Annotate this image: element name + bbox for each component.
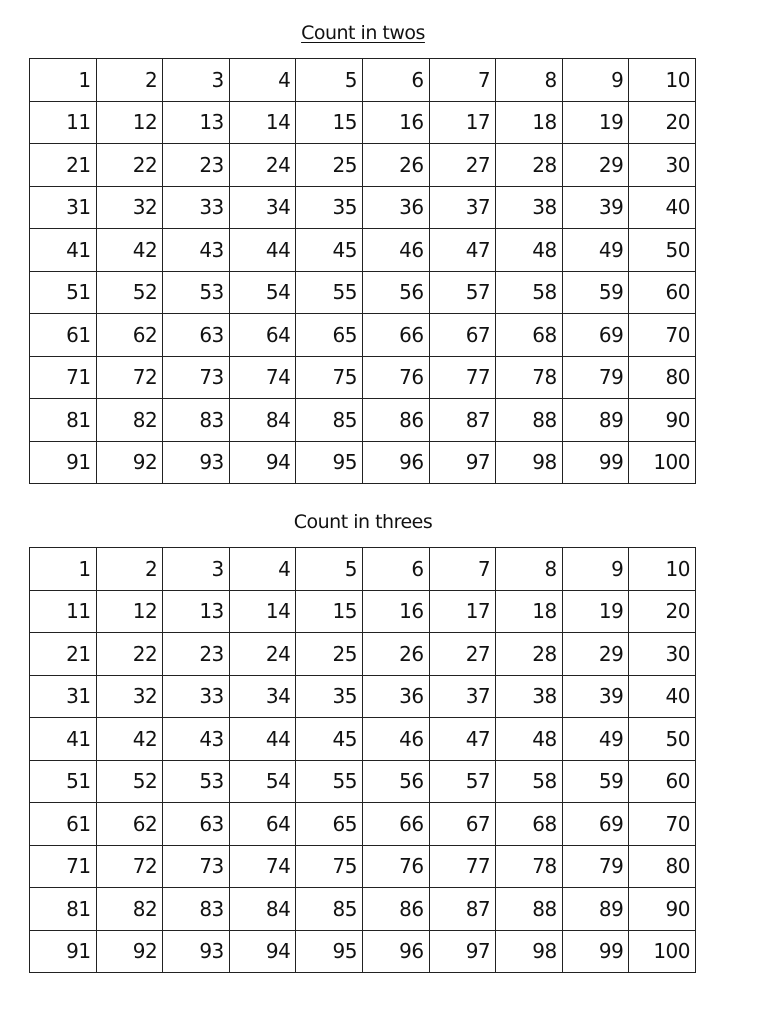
- grid-cell[interactable]: 85: [296, 399, 363, 442]
- grid-cell[interactable]: 31: [30, 186, 97, 229]
- grid-row: [30, 314, 696, 357]
- grid-cell[interactable]: 40: [629, 186, 696, 229]
- grid-row: [30, 930, 696, 973]
- grid-cell[interactable]: 22: [96, 144, 163, 187]
- grid-cell[interactable]: 24: [229, 633, 296, 676]
- grid-row: [30, 101, 696, 144]
- grid-row: [30, 399, 696, 442]
- grid-cell[interactable]: 65: [296, 803, 363, 846]
- grid-cell[interactable]: 26: [362, 633, 429, 676]
- grid-cell[interactable]: 96: [362, 441, 429, 484]
- grid-cell[interactable]: 75: [296, 845, 363, 888]
- grid-cell[interactable]: 7: [429, 59, 496, 102]
- grid-cell[interactable]: 82: [96, 888, 163, 931]
- grid-cell[interactable]: 56: [362, 271, 429, 314]
- grid-row: [30, 186, 696, 229]
- grid-cell[interactable]: 8: [496, 548, 563, 591]
- grid-cell[interactable]: 6: [362, 548, 429, 591]
- grid-cell[interactable]: 81: [30, 888, 97, 931]
- grid-cell[interactable]: 50: [629, 718, 696, 761]
- grid-cell[interactable]: 32: [96, 186, 163, 229]
- grid-cell[interactable]: 34: [229, 675, 296, 718]
- grid-row: [30, 718, 696, 761]
- grid-cell[interactable]: 61: [30, 314, 97, 357]
- grid-cell[interactable]: 86: [362, 888, 429, 931]
- grid-cell[interactable]: 64: [229, 314, 296, 357]
- grid-cell[interactable]: 98: [496, 441, 563, 484]
- grid-cell[interactable]: 52: [96, 760, 163, 803]
- grid-cell[interactable]: 12: [96, 101, 163, 144]
- grid-cell[interactable]: 73: [163, 356, 230, 399]
- grid-cell[interactable]: 50: [629, 229, 696, 272]
- grid-row: [30, 441, 696, 484]
- grid-cell[interactable]: 99: [562, 441, 629, 484]
- grid-cell[interactable]: 52: [96, 271, 163, 314]
- hundred-grid-twos: [29, 58, 696, 484]
- grid-cell[interactable]: 49: [562, 229, 629, 272]
- grid-cell[interactable]: 51: [30, 760, 97, 803]
- grid-cell[interactable]: 44: [229, 229, 296, 272]
- grid-cell[interactable]: 1: [30, 59, 97, 102]
- grid-cell[interactable]: 57: [429, 271, 496, 314]
- grid-cell[interactable]: 88: [496, 399, 563, 442]
- grid-cell[interactable]: 26: [362, 144, 429, 187]
- grid-cell[interactable]: 92: [96, 930, 163, 973]
- grid-cell[interactable]: 13: [163, 101, 230, 144]
- grid-cell[interactable]: 41: [30, 718, 97, 761]
- grid-cell[interactable]: 78: [496, 356, 563, 399]
- grid-cell[interactable]: 33: [163, 186, 230, 229]
- grid-cell[interactable]: 89: [562, 888, 629, 931]
- grid-cell[interactable]: 20: [629, 590, 696, 633]
- grid-cell[interactable]: 45: [296, 718, 363, 761]
- grid-cell[interactable]: 70: [629, 314, 696, 357]
- grid-cell[interactable]: 83: [163, 888, 230, 931]
- grid-cell[interactable]: 67: [429, 803, 496, 846]
- grid-cell[interactable]: 40: [629, 675, 696, 718]
- grid-cell[interactable]: 43: [163, 229, 230, 272]
- grid-cell[interactable]: 94: [229, 441, 296, 484]
- grid-cell[interactable]: 12: [96, 590, 163, 633]
- grid-cell[interactable]: 5: [296, 548, 363, 591]
- grid-cell[interactable]: 16: [362, 101, 429, 144]
- grid-cell[interactable]: 4: [229, 548, 296, 591]
- grid-cell[interactable]: 92: [96, 441, 163, 484]
- grid-cell[interactable]: 74: [229, 845, 296, 888]
- grid-cell[interactable]: 73: [163, 845, 230, 888]
- grid-cell[interactable]: 3: [163, 59, 230, 102]
- grid-cell[interactable]: 66: [362, 314, 429, 357]
- grid-cell[interactable]: 47: [429, 718, 496, 761]
- grid-cell[interactable]: 48: [496, 229, 563, 272]
- grid-cell[interactable]: 16: [362, 590, 429, 633]
- grid-cell[interactable]: 1: [30, 548, 97, 591]
- grid-cell[interactable]: 67: [429, 314, 496, 357]
- grid-cell[interactable]: 37: [429, 675, 496, 718]
- grid-cell[interactable]: 23: [163, 633, 230, 676]
- grid-cell[interactable]: 25: [296, 144, 363, 187]
- grid-cell[interactable]: 56: [362, 760, 429, 803]
- grid-cell[interactable]: 51: [30, 271, 97, 314]
- grid-cell[interactable]: 68: [496, 314, 563, 357]
- grid-cell[interactable]: 63: [163, 803, 230, 846]
- grid-cell[interactable]: 55: [296, 760, 363, 803]
- grid-cell[interactable]: 17: [429, 101, 496, 144]
- grid-cell[interactable]: 94: [229, 930, 296, 973]
- grid-cell[interactable]: 11: [30, 101, 97, 144]
- grid-cell[interactable]: 81: [30, 399, 97, 442]
- grid-row: [30, 888, 696, 931]
- grid-cell[interactable]: 76: [362, 845, 429, 888]
- grid-cell[interactable]: 60: [629, 760, 696, 803]
- grid-cell[interactable]: 80: [629, 356, 696, 399]
- grid-cell[interactable]: 45: [296, 229, 363, 272]
- grid-cell[interactable]: 41: [30, 229, 97, 272]
- grid-cell[interactable]: 38: [496, 675, 563, 718]
- grid-cell[interactable]: 74: [229, 356, 296, 399]
- grid-cell[interactable]: 79: [562, 356, 629, 399]
- grid-cell[interactable]: 96: [362, 930, 429, 973]
- grid-cell[interactable]: 28: [496, 633, 563, 676]
- grid-cell[interactable]: 72: [96, 356, 163, 399]
- grid-cell[interactable]: 21: [30, 144, 97, 187]
- grid-cell[interactable]: 35: [296, 675, 363, 718]
- grid-cell[interactable]: 58: [496, 760, 563, 803]
- grid-cell[interactable]: 91: [30, 441, 97, 484]
- grid-cell[interactable]: 18: [496, 590, 563, 633]
- grid-cell[interactable]: 91: [30, 930, 97, 973]
- grid-cell[interactable]: 61: [30, 803, 97, 846]
- grid-cell[interactable]: 100: [629, 441, 696, 484]
- grid-cell[interactable]: 30: [629, 633, 696, 676]
- grid-cell[interactable]: 11: [30, 590, 97, 633]
- grid-cell[interactable]: 24: [229, 144, 296, 187]
- grid-cell[interactable]: 37: [429, 186, 496, 229]
- grid-cell[interactable]: 29: [562, 633, 629, 676]
- grid-cell[interactable]: 95: [296, 930, 363, 973]
- grid-cell[interactable]: 42: [96, 229, 163, 272]
- grid-cell[interactable]: 2: [96, 548, 163, 591]
- grid-cell[interactable]: 9: [562, 59, 629, 102]
- grid-cell[interactable]: 95: [296, 441, 363, 484]
- grid-cell[interactable]: 72: [96, 845, 163, 888]
- grid-cell[interactable]: 100: [629, 930, 696, 973]
- grid-cell[interactable]: 83: [163, 399, 230, 442]
- grid-cell[interactable]: 89: [562, 399, 629, 442]
- grid-cell[interactable]: 28: [496, 144, 563, 187]
- grid-cell[interactable]: 53: [163, 271, 230, 314]
- grid-cell[interactable]: 39: [562, 675, 629, 718]
- grid-cell[interactable]: 22: [96, 633, 163, 676]
- grid-cell[interactable]: 80: [629, 845, 696, 888]
- grid-row: [30, 59, 696, 102]
- grid-cell[interactable]: 57: [429, 760, 496, 803]
- grid-cell[interactable]: 60: [629, 271, 696, 314]
- grid-cell[interactable]: 99: [562, 930, 629, 973]
- grid-cell[interactable]: 71: [30, 845, 97, 888]
- grid-cell[interactable]: 64: [229, 803, 296, 846]
- grid-cell[interactable]: 75: [296, 356, 363, 399]
- grid-cell[interactable]: 36: [362, 675, 429, 718]
- grid-row: [30, 229, 696, 272]
- grid-cell[interactable]: 65: [296, 314, 363, 357]
- grid-cell[interactable]: 71: [30, 356, 97, 399]
- grid-cell[interactable]: 85: [296, 888, 363, 931]
- grid-row: [30, 760, 696, 803]
- grid-row: [30, 548, 696, 591]
- grid-cell[interactable]: 38: [496, 186, 563, 229]
- grid-cell[interactable]: 98: [496, 930, 563, 973]
- grid-cell[interactable]: 13: [163, 590, 230, 633]
- grid-row: [30, 356, 696, 399]
- grid-cell[interactable]: 15: [296, 590, 363, 633]
- grid-cell[interactable]: 62: [96, 314, 163, 357]
- grid-cell[interactable]: 42: [96, 718, 163, 761]
- grid-cell[interactable]: 59: [562, 271, 629, 314]
- grid-cell[interactable]: 55: [296, 271, 363, 314]
- grid-cell[interactable]: 87: [429, 399, 496, 442]
- grid-cell[interactable]: 93: [163, 930, 230, 973]
- grid-row: [30, 803, 696, 846]
- grid-cell[interactable]: 39: [562, 186, 629, 229]
- grid-cell[interactable]: 19: [562, 101, 629, 144]
- grid-row: [30, 675, 696, 718]
- grid-cell[interactable]: 10: [629, 548, 696, 591]
- grid-cell[interactable]: 29: [562, 144, 629, 187]
- grid-cell[interactable]: 21: [30, 633, 97, 676]
- grid-cell[interactable]: 5: [296, 59, 363, 102]
- grid-cell[interactable]: 3: [163, 548, 230, 591]
- grid-cell[interactable]: 4: [229, 59, 296, 102]
- grid-cell[interactable]: 66: [362, 803, 429, 846]
- grid-cell[interactable]: 54: [229, 271, 296, 314]
- grid-cell[interactable]: 54: [229, 760, 296, 803]
- grid-row: [30, 633, 696, 676]
- grid-row: [30, 845, 696, 888]
- grid-cell[interactable]: 14: [229, 590, 296, 633]
- grid-cell[interactable]: 46: [362, 718, 429, 761]
- grid-cell[interactable]: 32: [96, 675, 163, 718]
- grid-cell[interactable]: 68: [496, 803, 563, 846]
- grid-cell[interactable]: 62: [96, 803, 163, 846]
- grid-cell[interactable]: 70: [629, 803, 696, 846]
- grid-cell[interactable]: 7: [429, 548, 496, 591]
- grid-cell[interactable]: 87: [429, 888, 496, 931]
- grid-cell[interactable]: 14: [229, 101, 296, 144]
- grid-row: [30, 271, 696, 314]
- grid-cell[interactable]: 23: [163, 144, 230, 187]
- grid-row: [30, 144, 696, 187]
- section-title-threes: Count in threes: [293, 511, 433, 533]
- grid-cell[interactable]: 44: [229, 718, 296, 761]
- grid-cell[interactable]: 58: [496, 271, 563, 314]
- grid-cell[interactable]: 79: [562, 845, 629, 888]
- grid-cell[interactable]: 69: [562, 314, 629, 357]
- grid-cell[interactable]: 27: [429, 144, 496, 187]
- grid-cell[interactable]: 35: [296, 186, 363, 229]
- grid-cell[interactable]: 84: [229, 888, 296, 931]
- grid-cell[interactable]: 17: [429, 590, 496, 633]
- grid-cell[interactable]: 18: [496, 101, 563, 144]
- grid-cell[interactable]: 48: [496, 718, 563, 761]
- section-title-twos: Count in twos: [301, 22, 425, 44]
- grid-cell[interactable]: 86: [362, 399, 429, 442]
- grid-cell[interactable]: 43: [163, 718, 230, 761]
- grid-cell[interactable]: 19: [562, 590, 629, 633]
- grid-cell[interactable]: 93: [163, 441, 230, 484]
- grid-cell[interactable]: 20: [629, 101, 696, 144]
- grid-cell[interactable]: 49: [562, 718, 629, 761]
- grid-cell[interactable]: 2: [96, 59, 163, 102]
- grid-cell[interactable]: 6: [362, 59, 429, 102]
- grid-cell[interactable]: 97: [429, 441, 496, 484]
- grid-cell[interactable]: 59: [562, 760, 629, 803]
- grid-cell[interactable]: 78: [496, 845, 563, 888]
- grid-cell[interactable]: 15: [296, 101, 363, 144]
- grid-cell[interactable]: 97: [429, 930, 496, 973]
- grid-cell[interactable]: 31: [30, 675, 97, 718]
- grid-cell[interactable]: 84: [229, 399, 296, 442]
- grid-cell[interactable]: 36: [362, 186, 429, 229]
- grid-cell[interactable]: 27: [429, 633, 496, 676]
- grid-cell[interactable]: 69: [562, 803, 629, 846]
- grid-cell[interactable]: 8: [496, 59, 563, 102]
- grid-cell[interactable]: 82: [96, 399, 163, 442]
- grid-row: [30, 590, 696, 633]
- grid-cell[interactable]: 90: [629, 399, 696, 442]
- grid-cell[interactable]: 53: [163, 760, 230, 803]
- grid-cell[interactable]: 47: [429, 229, 496, 272]
- grid-cell[interactable]: 46: [362, 229, 429, 272]
- grid-cell[interactable]: 25: [296, 633, 363, 676]
- grid-cell[interactable]: 76: [362, 356, 429, 399]
- grid-cell[interactable]: 63: [163, 314, 230, 357]
- grid-cell[interactable]: 30: [629, 144, 696, 187]
- grid-cell[interactable]: 33: [163, 675, 230, 718]
- hundred-grid-threes: [29, 547, 696, 973]
- grid-cell[interactable]: 90: [629, 888, 696, 931]
- grid-cell[interactable]: 77: [429, 845, 496, 888]
- grid-cell[interactable]: 77: [429, 356, 496, 399]
- grid-cell[interactable]: 88: [496, 888, 563, 931]
- grid-cell[interactable]: 9: [562, 548, 629, 591]
- grid-cell[interactable]: 34: [229, 186, 296, 229]
- grid-cell[interactable]: 10: [629, 59, 696, 102]
